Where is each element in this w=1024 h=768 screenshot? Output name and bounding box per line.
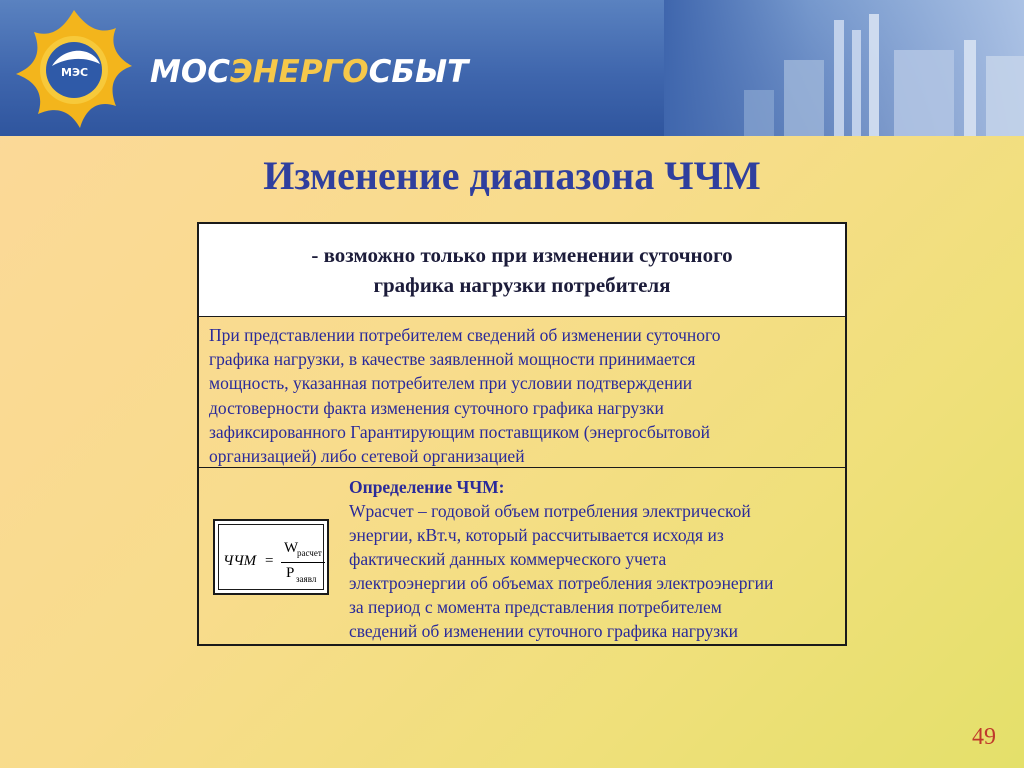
page-number: 49 [972,724,996,750]
formula-equals: = [265,553,274,569]
definition-line: электроэнергии об объемах потребления электроэнергии [349,573,774,593]
brand-part-2: ЭНЕРГО [229,54,369,90]
body-line: организацией) либо сетевой организацией [209,446,525,467]
logo-text: МЭС [61,66,89,79]
brand-part-1: МОС [150,54,230,90]
sun-logo-icon [12,8,142,132]
header-line-1: - возможно только при изменении суточного [311,243,733,267]
formula-numerator-subscript: расчет [297,548,322,558]
header-band [0,0,1024,136]
formula-frame [218,524,324,590]
power-plant-photo [664,0,1024,136]
definition-line: Wрасчет – годовой объем потребления электрической [349,501,751,521]
fraction-bar [281,562,325,563]
body-line: достоверности факта изменения суточного графика нагрузки [209,397,664,418]
formula-box [213,519,329,595]
formula-denominator-subscript: заявл [296,574,317,584]
body-line: графика нагрузки, в качестве заявленной мощности принимается [209,349,696,370]
table-header-row [199,224,845,317]
content-table [197,222,847,646]
formula-numerator: W [284,540,299,556]
definition-line: энергии, кВт.ч, который рассчитывается исходя из [349,525,724,545]
brand-part-3: СБЫТ [368,54,469,90]
formula-lhs: ЧЧМ [223,553,257,569]
table-body-row [199,317,845,468]
definition-row [199,469,845,644]
definition-line: фактический данных коммерческого учета [349,549,667,569]
definition-title: Определение ЧЧМ: [349,477,505,497]
body-line: При представлении потребителем сведений об изменении суточного [209,325,721,345]
header-line-2: графика нагрузки потребителя [373,273,671,297]
page-title: Изменение диапазона ЧЧМ [263,153,761,198]
body-line: мощность, указанная потребителем при условии подтверждении [209,373,693,394]
definition-line: сведений об изменении суточного графика нагрузки [349,621,739,641]
brand-wordmark [150,50,468,94]
definition-text [349,475,839,643]
formula-denominator: P [286,565,295,581]
body-line: зафиксированного Гарантирующим поставщиком (энергосбытовой [209,421,710,442]
definition-line: за период с момента представления потребителем [349,597,722,617]
